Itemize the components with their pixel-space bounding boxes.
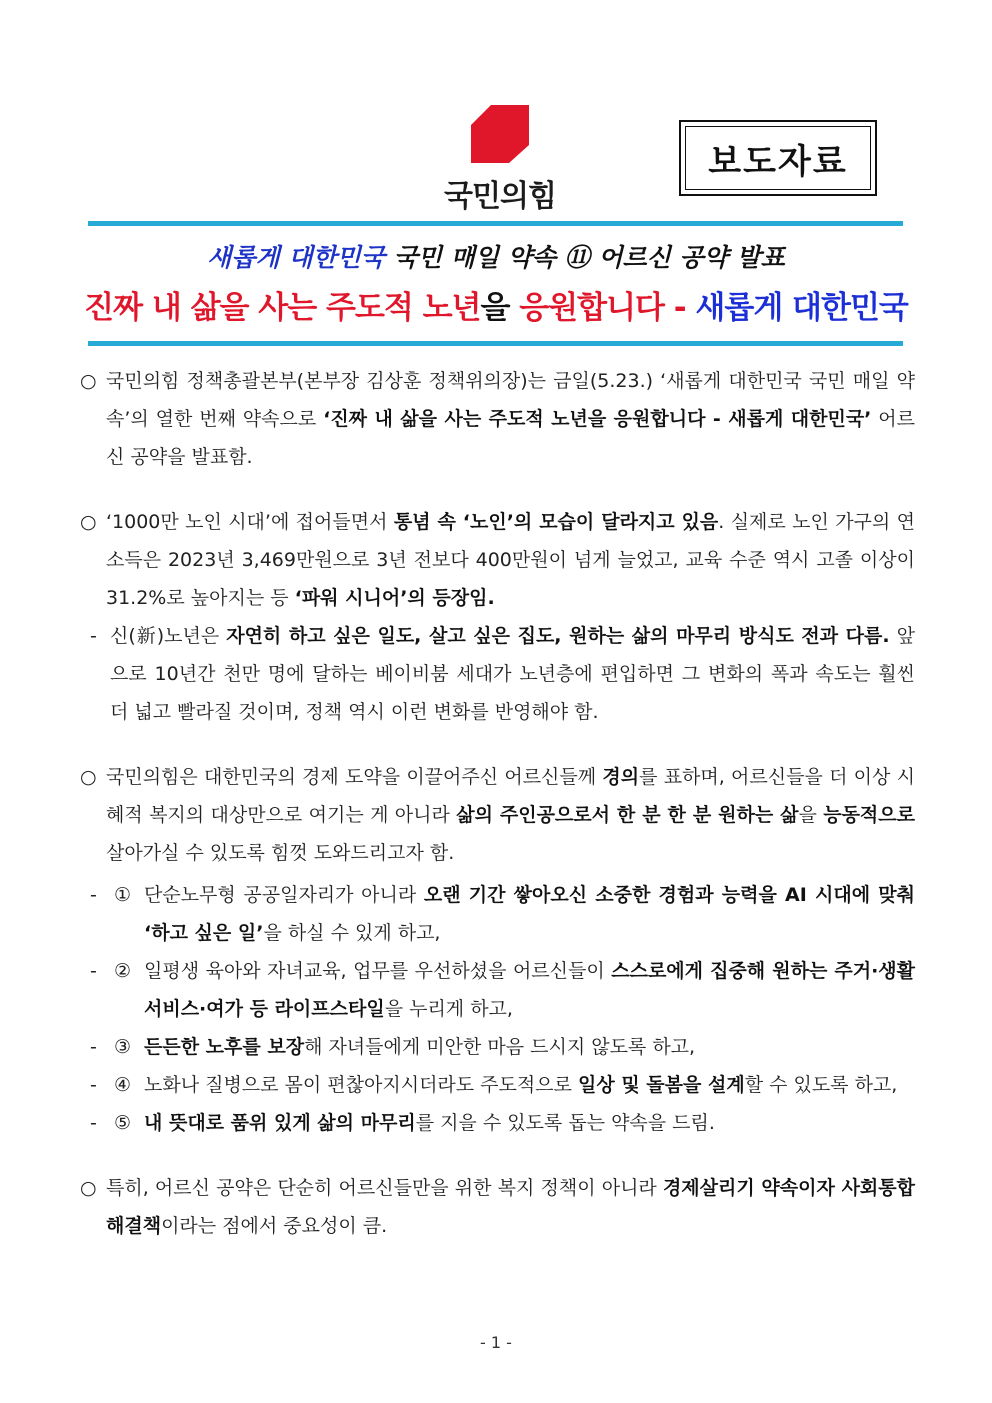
item-bold: 든든한 노후를 보장 [144, 1036, 305, 1058]
party-name: 국민의힘 [444, 179, 556, 214]
paragraph-4 [80, 1169, 915, 1245]
press-release-box [679, 120, 877, 196]
bullet-icon: ○ [80, 766, 97, 788]
promise-item-2 [80, 952, 915, 1028]
item-text: 단순노무형 공공일자리가 아니라 [144, 884, 424, 906]
paragraph-bold: 경제살리기 약속이자 사회통합 해결책 [106, 1177, 915, 1237]
paragraph-bold: ‘파워 시니어’의 등장임. [294, 587, 495, 609]
item-number: ② [114, 960, 132, 982]
subtitle-slogan: 새롭게 대한민국 [207, 243, 385, 272]
paragraph-bold: 자연히 하고 싶은 일도, 살고 싶은 집도, 원하는 삶의 마무리 방식도 전과 다름. [226, 625, 890, 647]
promise-item-3 [80, 1028, 915, 1066]
party-logo-mark-icon [471, 105, 529, 163]
item-text: 노화나 질병으로 몸이 편찮아지시더라도 주도적으로 [144, 1074, 578, 1096]
press-release-label: 보도자료 [685, 126, 871, 190]
headline-part-e: 새롭게 대한민국 [695, 290, 908, 326]
headline-part-a: 진짜 내 삶을 사는 주도적 노년 [84, 290, 481, 326]
page-number: - 1 - [480, 1333, 512, 1352]
paragraph-text: 이라는 점에서 중요성이 큼. [161, 1215, 388, 1237]
paragraph-text: 신(新)노년은 [110, 625, 227, 647]
paragraph-text: 국민의힘 정책총괄본부(본부장 김상훈 정책위의장)는 금일(5.23.) ‘새롭게 대한민국 국민 매일 약속’의 열한 번째 약속으로 [106, 370, 915, 430]
subtitle-text: 국민 매일 약속 ⑪ 어르신 공약 발표 [384, 243, 785, 272]
paragraph-text: 특히, 어르신 공약은 단순히 어르신들만을 위한 복지 정책이 아니라 [106, 1177, 663, 1199]
paragraph-bold: 능동적으로 [823, 804, 915, 826]
paragraph-bold: ‘진짜 내 삶을 사는 주도적 노년을 응원합니다 - 새롭게 대한민국’ [323, 408, 872, 430]
paragraph-text: 어르신 공약을 발표함. [106, 408, 915, 468]
dash-icon: - [90, 960, 97, 982]
dash-icon: - [90, 1074, 97, 1096]
paragraph-text: 살아가실 수 있도록 힘껏 도와드리고자 함. [106, 842, 455, 864]
document-body [80, 362, 915, 1272]
dash-icon: - [90, 884, 97, 906]
item-number: ⑤ [114, 1112, 132, 1134]
headline [0, 282, 992, 327]
item-text: 일평생 육아와 자녀교육, 업무를 우선하셨을 어르신들이 [144, 960, 612, 982]
paragraph-text: ‘1000만 노인 시대’에 접어들면서 [106, 511, 394, 533]
paragraph-text: 을 [798, 804, 824, 826]
bullet-icon: ○ [80, 511, 97, 533]
item-text: 해 자녀들에게 미안한 마음 드시지 않도록 하고, [304, 1036, 696, 1058]
item-text: 할 수 있도록 하고, [744, 1074, 898, 1096]
item-number: ④ [114, 1074, 132, 1096]
item-text: 을 누리게 하고, [384, 998, 513, 1020]
item-bold: 스스로에게 집중해 원하는 주거·생활서비스·여가 등 라이프스타일 [144, 960, 916, 1020]
paragraph-3 [80, 758, 915, 872]
paragraph-text: . 실제로 노인 가구의 연소득은 2023년 3,469만원으로 3년 전보다 400만원이 넘게 늘었고, 교육 수준 역시 고졸 이상이 31.2%로 높아지는 등 [106, 511, 915, 609]
paragraph-text: 를 표하며, 어르신들을 더 이상 시혜적 복지의 대상만으로 여기는 게 아니라 [106, 766, 915, 826]
item-number: ③ [114, 1036, 132, 1058]
paragraph-bold: 경의 [602, 766, 640, 788]
paragraph-2 [80, 503, 915, 617]
paragraph-text: 국민의힘은 대한민국의 경제 도약을 이끌어주신 어르신들께 [106, 766, 603, 788]
promise-item-1 [80, 876, 915, 952]
headline-part-b: 을 [480, 290, 520, 326]
headline-part-c: 응원합니다 [519, 290, 664, 326]
paragraph-bold: 통념 속 ‘노인’의 모습이 달라지고 있음 [393, 511, 719, 533]
bullet-icon: ○ [80, 1177, 97, 1199]
subtitle [0, 238, 992, 274]
top-rule [88, 221, 903, 226]
item-bold: 내 뜻대로 품위 있게 삶의 마무리 [144, 1112, 416, 1134]
bullet-icon: ○ [80, 370, 97, 392]
promise-item-4 [80, 1066, 915, 1104]
promise-item-5 [80, 1104, 915, 1142]
headline-part-d: - [663, 290, 696, 326]
bottom-rule [88, 341, 903, 346]
party-logo [430, 105, 570, 215]
dash-icon: - [90, 1036, 97, 1058]
item-bold: 오랜 기간 쌓아오신 소중한 경험과 능력을 AI 시대에 맞춰 ‘하고 싶은 일’ [144, 884, 916, 944]
paragraph-text: 앞으로 10년간 천만 명에 달하는 베이비붐 세대가 노년층에 편입하면 그 변화의 폭과 속도는 훨씬 더 넓고 빨라질 것이며, 정책 역시 이런 변화를 반영해야 함. [110, 625, 915, 723]
item-bold: 일상 및 돌봄을 설계 [578, 1074, 745, 1096]
paragraph-1 [80, 362, 915, 476]
item-text: 를 지을 수 있도록 돕는 약속을 드림. [415, 1112, 715, 1134]
paragraph-2-sub [80, 617, 915, 731]
dash-icon: - [90, 1112, 97, 1134]
paragraph-bold: 삶의 주인공으로서 한 분 한 분 원하는 삶 [456, 804, 799, 826]
item-text: 을 하실 수 있게 하고, [263, 922, 441, 944]
dash-icon: - [90, 625, 97, 647]
item-number: ① [114, 884, 132, 906]
